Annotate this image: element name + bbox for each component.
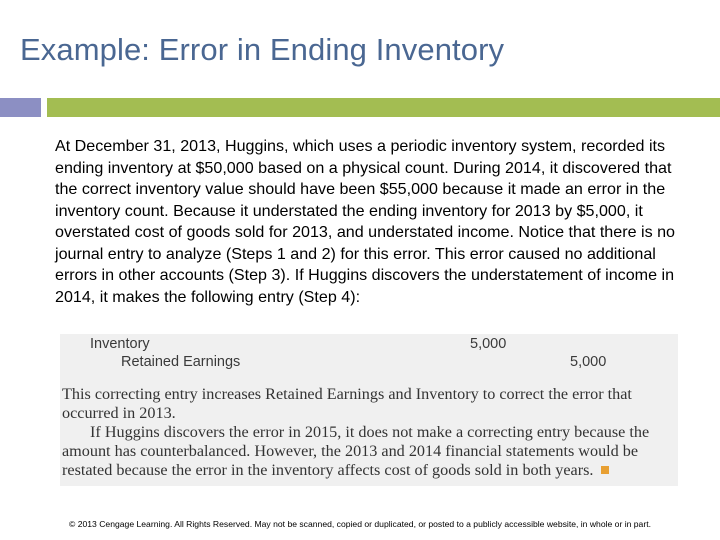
excerpt-paragraph (62, 423, 665, 480)
journal-debit-account: Inventory (90, 336, 150, 352)
excerpt-paragraph: This correcting entry increases Retained Earnings and Inventory to correct the error that occurred in 2013. (62, 385, 632, 422)
end-of-section-icon (601, 466, 609, 474)
accent-bar-left (0, 98, 41, 117)
excerpt-text (62, 385, 665, 480)
accent-bar-right (47, 98, 720, 117)
slide-body-text: At December 31, 2013, Huggins, which uses a periodic inventory system, recorded its ending inventory at $50,000 based on a physical count. During 2014, it discovered that the correct inventory value should have been $55,000 because it made an error in the inventory count. Because it understated the ending inventory for 2013 by $5,000, it overstated cost of goods sold for 2013, and understated income. Notice that there is no journal entry to analyze (Steps 1 and 2) for this error. This error caused no additional errors in other accounts (Step 3). If Huggins discovers the understatement of income in 2014, it makes the following entry (Step 4): (55, 137, 675, 306)
journal-debit-amount: 5,000 (470, 336, 507, 352)
journal-credit-amount: 5,000 (570, 354, 607, 370)
copyright-footer: © 2013 Cengage Learning. All Rights Reserved. May not be scanned, copied or duplicated, or posted to a publicly accessible website, in whole or in part. (69, 519, 651, 529)
excerpt-paragraph-text: If Huggins discovers the error in 2015, it does not make a correcting entry because the amount has counterbalanced. However, the 2013 and 2014 financial statements would be restated because the error in the inventory affects cost of goods sold in both years. (62, 423, 650, 479)
textbook-excerpt-image (60, 334, 678, 486)
journal-credit-account: Retained Earnings (121, 354, 241, 370)
slide-title: Example: Error in Ending Inventory (20, 32, 505, 67)
